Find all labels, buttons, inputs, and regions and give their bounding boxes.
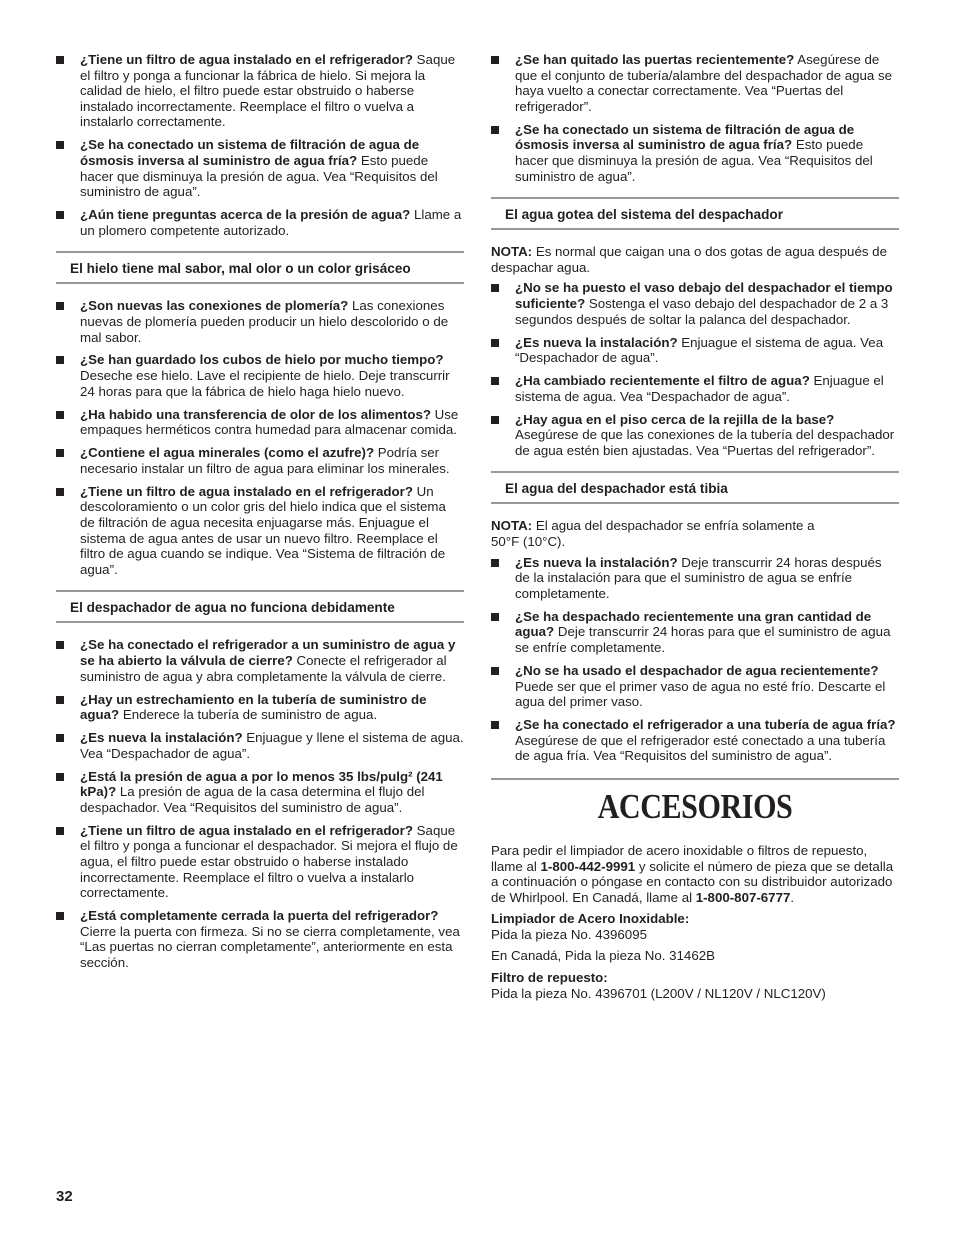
note-text: El agua del despachador se enfría solamente a xyxy=(532,518,815,534)
square-bullet-icon xyxy=(56,449,64,457)
square-bullet-icon xyxy=(56,211,64,219)
answer-text: Asegúrese de que el refrigerador esté conectado a una tubería de agua fría. Vea “Requisitos del suministro de agua”. xyxy=(515,732,886,764)
list-item xyxy=(491,609,899,656)
square-bullet-icon xyxy=(56,734,64,742)
cleaner-label: Limpiador de Acero Inoxidable: xyxy=(491,911,690,927)
ice-taste-list xyxy=(56,298,464,577)
square-bullet-icon xyxy=(491,377,499,385)
warm-water-note xyxy=(491,518,899,549)
square-bullet-icon xyxy=(491,416,499,424)
answer-text: Enjuague el sistema de agua. Vea “Despachador de agua”. xyxy=(515,373,884,404)
list-item xyxy=(491,335,899,366)
question-text: ¿Hay agua en el piso cerca de la rejilla de la base? xyxy=(515,411,835,427)
answer-text: Deje transcurrir 24 horas para que el suministro de agua se enfríe completamente. xyxy=(515,624,891,655)
note-text: Es normal que caigan una o dos gotas de agua después de despachar agua. xyxy=(491,244,887,275)
list-item xyxy=(56,692,464,723)
question-text: ¿Es nueva la instalación? xyxy=(515,334,678,350)
square-bullet-icon xyxy=(491,721,499,729)
accessories-intro xyxy=(491,843,899,905)
intro-text: Para pedir el limpiador de acero inoxidable o filtros de repuesto, llame al xyxy=(491,842,868,874)
answer-text: Esto puede hacer que disminuya la presión de agua. Vea “Requisitos del suministro de agua”. xyxy=(80,152,438,200)
question-text: ¿Se ha conectado el refrigerador a una tubería de agua fría? xyxy=(515,717,896,733)
list-item xyxy=(56,484,464,578)
question-text: ¿Contiene el agua minerales (como el azufre)? xyxy=(80,445,375,461)
question-text: ¿Se ha despachado recientemente una gran cantidad de agua? xyxy=(515,608,872,640)
section-heading-dispenser-not-working: El despachador de agua no funciona debidamente xyxy=(56,590,464,623)
question-text: ¿Aún tiene preguntas acerca de la presión de agua? xyxy=(80,207,411,223)
question-text: ¿Ha habido una transferencia de olor de los alimentos? xyxy=(80,406,431,422)
left-intro-list xyxy=(56,52,464,238)
list-item xyxy=(491,663,899,710)
question-text: ¿No se ha usado el despachador de agua recientemente? xyxy=(515,662,879,678)
answer-text: Saque el filtro y ponga a funcionar el despachador. Si mejora el flujo de agua, el filtro puede estar obstruido o haberse instalado incorrectamente. Reemplace el filtro o vuelva a instalarlo correctamente. xyxy=(80,822,458,901)
square-bullet-icon xyxy=(56,641,64,649)
list-item xyxy=(491,52,899,114)
list-item xyxy=(56,908,464,970)
cleaner-canada-part: En Canadá, Pida la pieza No. 31462B xyxy=(491,948,715,964)
question-text: ¿No se ha puesto el vaso debajo del despachador el tiempo suficiente? xyxy=(515,280,893,311)
list-item xyxy=(56,207,464,238)
note-label: NOTA: xyxy=(491,244,533,260)
section-divider xyxy=(491,778,899,780)
square-bullet-icon xyxy=(56,302,64,310)
answer-text: Enderece la tubería de suministro de agua. xyxy=(119,707,378,723)
answer-text: Asegúrese de que el conjunto de tubería/alambre del despachador de agua se haya vuelto a conectar correctamente. Vea “Puertas del refrigerador”. xyxy=(515,52,893,114)
list-item xyxy=(491,717,899,764)
list-item xyxy=(56,52,464,130)
answer-text: Puede ser que el primer vaso de agua no esté frío. Descarte el agua del primer vaso. xyxy=(515,678,886,710)
answer-text: Conecte el refrigerador al suministro de agua y abra completamente la válvula de cierre. xyxy=(80,652,447,684)
question-text: ¿Tiene un filtro de agua instalado en el refrigerador? xyxy=(80,483,413,499)
square-bullet-icon xyxy=(491,284,499,292)
left-column xyxy=(56,52,464,978)
answer-text: Use empaques herméticos contra humedad para almacenar comida. xyxy=(80,406,459,438)
answer-text: Podría ser necesario instalar un filtro de agua para eliminar los minerales. xyxy=(80,445,450,476)
question-text: ¿Ha cambiado recientemente el filtro de agua? xyxy=(515,373,810,389)
phone-us: 1-800-442-9991 xyxy=(540,858,636,874)
list-item xyxy=(491,280,899,327)
square-bullet-icon xyxy=(56,56,64,64)
answer-text: Enjuague y llene el sistema de agua. Vea “Despachador de agua”. xyxy=(80,730,464,761)
square-bullet-icon xyxy=(56,488,64,496)
answer-text: Enjuague el sistema de agua. Vea “Despachador de agua”. xyxy=(515,334,884,366)
list-item xyxy=(56,445,464,476)
dispenser-not-working-list xyxy=(56,637,464,970)
answer-text: Asegúrese de que las conexiones de la tubería del despachador de agua estén bien ajustadas. Vea “Puertas del refrigerador”. xyxy=(515,427,895,458)
list-item xyxy=(56,823,464,901)
square-bullet-icon xyxy=(491,339,499,347)
section-heading-ice-taste: El hielo tiene mal sabor, mal olor o un color grisáceo xyxy=(56,251,464,284)
square-bullet-icon xyxy=(491,56,499,64)
question-text: ¿Se ha conectado el refrigerador a un suministro de agua y se ha abierto la válvula de cierre? xyxy=(80,637,456,668)
question-text: ¿Tiene un filtro de agua instalado en el refrigerador? xyxy=(80,822,413,838)
answer-text: Deseche ese hielo. Lave el recipiente de hielo. Deje transcurrir 24 horas para que la fábrica de hielo haga hielo nuevo. xyxy=(80,368,450,399)
question-text: ¿Es nueva la instalación? xyxy=(80,730,243,746)
question-text: ¿Se han quitado las puertas recientemente? xyxy=(515,52,795,67)
list-item xyxy=(56,298,464,345)
answer-text: Sostenga el vaso debajo del despachador de 2 a 3 segundos después de soltar la palanca del despachador. xyxy=(515,295,889,327)
list-item xyxy=(491,555,899,602)
list-item xyxy=(56,769,464,816)
square-bullet-icon xyxy=(56,356,64,364)
answer-text: Un descoloramiento o un color gris del hielo indica que el sistema de filtración de agua necesita enjuagarse más. Enjuague el sistema de agua antes de usar un nuevo filtro. Reemplace el filtro de agua cuando se indique. Vea “Sistema de filtración de agua”. xyxy=(80,483,446,577)
list-item xyxy=(56,407,464,438)
question-text: ¿Es nueva la instalación? xyxy=(515,554,678,570)
cleaner-part: Pida la pieza No. 4396095 xyxy=(491,926,647,942)
list-item xyxy=(56,137,464,199)
square-bullet-icon xyxy=(491,667,499,675)
warm-water-list xyxy=(491,555,899,764)
square-bullet-icon xyxy=(56,696,64,704)
list-item xyxy=(491,412,899,459)
square-bullet-icon xyxy=(491,559,499,567)
question-text: ¿Se ha conectado un sistema de filtración de agua de ósmosis inversa al suministro de agua fría? xyxy=(515,121,855,153)
answer-text: Las conexiones nuevas de plomería pueden producir un hielo descolorido o de mal sabor. xyxy=(80,298,449,345)
intro-text: y solicite el número de pieza que se detalla a continuación o póngase en contacto con su distribuidor autorizado de Whirlpool. En Canadá, llame al xyxy=(491,858,894,905)
list-item xyxy=(491,122,899,184)
answer-text: La presión de agua de la casa determina el flujo del despachador. Vea “Requisitos del suministro de agua”. xyxy=(80,784,425,815)
question-text: ¿Se ha conectado un sistema de filtración de agua de ósmosis inversa al suministro de agua fría? xyxy=(80,137,420,168)
list-item xyxy=(56,730,464,761)
question-text: ¿Tiene un filtro de agua instalado en el refrigerador? xyxy=(80,52,413,67)
right-intro-list xyxy=(491,52,899,184)
answer-text: Llame a un plomero competente autorizado. xyxy=(80,207,462,238)
section-heading-dispenser-leaks: El agua gotea del sistema del despachador xyxy=(491,197,899,230)
note-label: NOTA: xyxy=(491,518,533,534)
leak-note xyxy=(491,244,899,275)
square-bullet-icon xyxy=(56,912,64,920)
answer-text: Esto puede hacer que disminuya la presión de agua. Vea “Requisitos del suministro de agua”. xyxy=(515,137,873,184)
square-bullet-icon xyxy=(56,827,64,835)
answer-text: Saque el filtro y ponga a funcionar la fábrica de hielo. Si mejora la calidad de hielo, el filtro puede estar obstruido o haberse instalado incorrectamente. Reemplace el filtro o vuelva a instalarlo correctamente. xyxy=(80,52,456,130)
intro-text: . xyxy=(790,889,795,905)
phone-canada: 1-800-807-6777 xyxy=(695,889,791,905)
answer-text: Cierre la puerta con firmeza. Si no se cierra completamente, vea “Las puertas no cierran completamente”, anteriormente en esta sección. xyxy=(80,923,460,971)
note-text-temperature: 50°F (10°C). xyxy=(491,534,566,550)
question-text: ¿Está la presión de agua a por lo menos 35 lbs/pulg² (241 kPa)? xyxy=(80,768,443,800)
filter-part: Pida la pieza No. 4396701 (L200V / NL120V / NLC120V) xyxy=(491,985,826,1001)
square-bullet-icon xyxy=(56,411,64,419)
square-bullet-icon xyxy=(56,141,64,149)
dispenser-leaks-list xyxy=(491,280,899,458)
answer-text: Deje transcurrir 24 horas después de la instalación para que el suministro de agua se enfríe completamente. xyxy=(515,554,882,601)
list-item xyxy=(491,373,899,404)
accessories-title: ACCESORIOS xyxy=(597,786,793,826)
question-text: ¿Hay un estrechamiento en la tubería de suministro de agua? xyxy=(80,691,427,723)
question-text: ¿Está completamente cerrada la puerta del refrigerador? xyxy=(80,908,439,924)
question-text: ¿Se han guardado los cubos de hielo por mucho tiempo? xyxy=(80,352,444,368)
list-item xyxy=(56,637,464,684)
filter-label: Filtro de repuesto: xyxy=(491,970,608,986)
list-item xyxy=(56,352,464,399)
square-bullet-icon xyxy=(491,613,499,621)
section-heading-warm-water: El agua del despachador está tibia xyxy=(491,471,899,504)
right-column xyxy=(491,52,899,1007)
square-bullet-icon xyxy=(56,773,64,781)
question-text: ¿Son nuevas las conexiones de plomería? xyxy=(80,298,349,314)
square-bullet-icon xyxy=(491,126,499,134)
page-number: 32 xyxy=(56,1188,73,1205)
